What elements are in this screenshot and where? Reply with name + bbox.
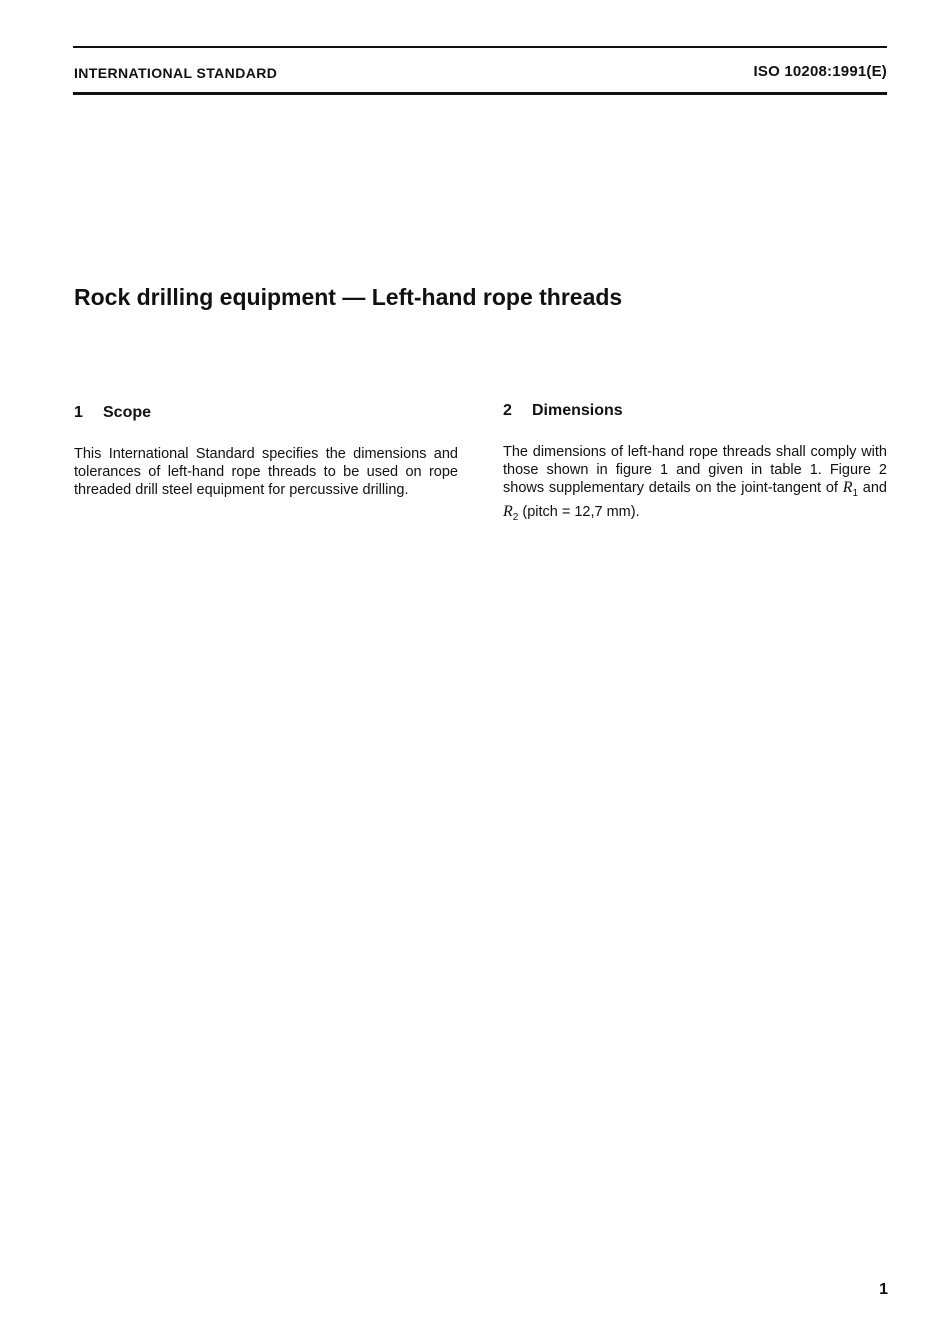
symbol-r2: R xyxy=(503,502,513,520)
section-number: 2 xyxy=(503,402,512,419)
symbol-r1-subscript: 1 xyxy=(852,487,859,499)
body-text: and xyxy=(858,480,887,496)
section-title: Scope xyxy=(103,404,152,421)
symbol-r1: R xyxy=(842,479,853,496)
document-title: Rock drilling equipment — Left-hand rope threads xyxy=(74,284,623,310)
section-number: 1 xyxy=(74,404,83,421)
page-number: 1 xyxy=(879,1281,888,1298)
standard-reference: ISO 10208:1991(E) xyxy=(753,63,887,80)
body-text: The dimensions of left-hand rope threads shall comply with those shown in figure 1 and given in table 1. Figure 2 shows supplementary details on the joint-tangent of xyxy=(503,444,887,496)
section-heading-dimensions xyxy=(503,402,887,422)
symbol-r2-subscript: 2 xyxy=(512,511,519,523)
body-text: (pitch = 12,7 mm). xyxy=(518,503,640,520)
section-scope xyxy=(74,404,458,499)
section-title: Dimensions xyxy=(532,402,623,419)
section-heading-scope xyxy=(74,404,458,424)
header-bottom-rule xyxy=(73,92,887,95)
section-dimensions xyxy=(503,402,887,527)
document-type-label: INTERNATIONAL STANDARD xyxy=(74,65,278,81)
header-top-rule xyxy=(73,46,887,48)
section-body-dimensions xyxy=(503,443,887,527)
section-body-scope: This International Standard specifies the dimensions and tolerances of left-hand rope threads to be used on rope threaded drill steel equipment for percussive drilling. xyxy=(74,446,458,498)
